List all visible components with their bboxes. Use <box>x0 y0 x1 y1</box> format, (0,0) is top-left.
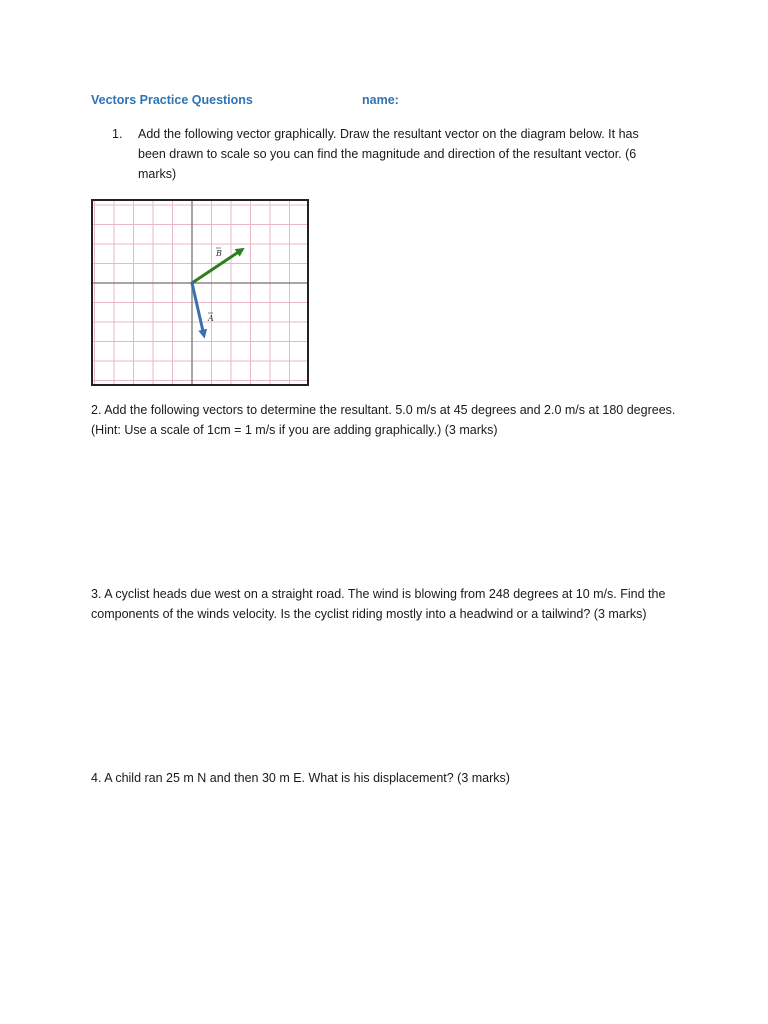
worksheet-header <box>91 93 691 113</box>
question-1-text: Add the following vector graphically. Draw the resultant vector on the diagram below. It has been drawn to scale so you can find the magnitude and direction of the resultant vector. (6 marks) <box>138 127 639 181</box>
question-2: 2. Add the following vectors to determine the resultant. 5.0 m/s at 45 degrees and 2.0 m/s at 180 degrees. (Hint: Use a scale of 1cm = 1 m/s if you are adding graphically.) (3 marks) <box>91 403 676 437</box>
vector-b-label: B <box>216 249 222 258</box>
question-4: 4. A child ran 25 m N and then 30 m E. What is his displacement? (3 marks) <box>91 771 510 785</box>
worksheet-title: Vectors Practice Questions <box>91 93 253 107</box>
vector-a-shaft <box>192 283 203 330</box>
name-label: name: <box>362 93 399 107</box>
vector-a-head <box>198 329 207 339</box>
vector-diagram-canvas <box>93 201 307 384</box>
vector-b-shaft <box>192 253 237 283</box>
question-3: 3. A cyclist heads due west on a straight road. The wind is blowing from 248 degrees at 10 m/s. Find the components of the winds velocity. Is the cyclist riding mostly into a headwind or a tailwind? (3 marks) <box>91 587 666 621</box>
vector-diagram <box>91 199 309 386</box>
vector-a-label: A <box>208 314 214 323</box>
question-1-number: 1. <box>112 127 123 141</box>
